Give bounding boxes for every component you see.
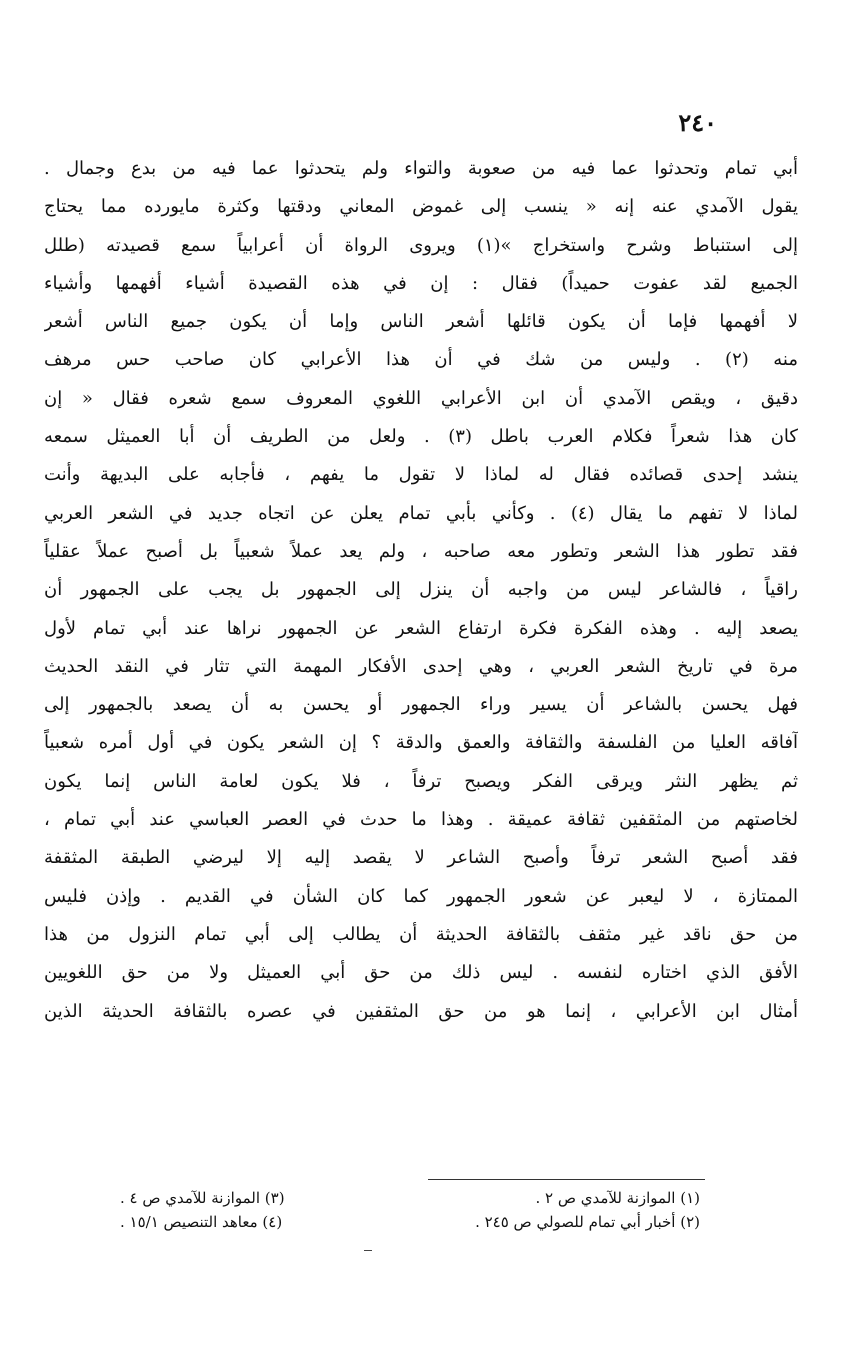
text-line: لماذا لا تفهم ما يقال (٤) . وكأني بأبي تمام يعلن عن اتجاه جديد في الشعر العربي: [44, 502, 798, 524]
text-line: دقيق ، ويقص الآمدي أن ابن الأعرابي اللغوي المعروف سمع شعره فقال « إن: [44, 387, 798, 409]
text-line: فهل يحسن بالشاعر أن يسير وراء الجمهور أو يحسن به أن يصعد بالجمهور إلى: [44, 694, 798, 716]
page-number: ٢٤٠: [678, 108, 717, 137]
footnote-separator: [428, 1179, 705, 1180]
footnote-1: (١) الموازنة للآمدي ص ٢ .: [535, 1189, 700, 1207]
text-line: من حق ناقد غير مثقف بالثقافة الحديثة أن يطالب إلى أبي تمام النزول من هذا: [44, 923, 798, 945]
footnote-2: (٢) أخبار أبي تمام للصولي ص ٢٤٥ .: [475, 1213, 700, 1231]
text-line: منه (٢) . وليس من شك في أن هذا الأعرابي كان صاحب حس مرهف: [44, 349, 798, 371]
text-line: يقول الآمدي عنه إنه « ينسب إلى غموض المعاني ودقتها وكثرة مايورده مما يحتاج: [44, 196, 798, 218]
body-text: [44, 150, 798, 1031]
footnote-4: (٤) معاهد التنصيص ١٥/١ .: [120, 1213, 283, 1231]
text-line: مرة في تاريخ الشعر العربي ، وهي إحدى الأفكار المهمة التي تثار في النقد الحديث: [44, 655, 798, 677]
text-line: إلى استنباط وشرح واستخراج »(١) ويروى الرواة أن أعرابياً سمع قصيدته (طلل: [44, 234, 798, 256]
footnote-3: (٣) الموازنة للآمدي ص ٤ .: [120, 1189, 285, 1207]
text-line: الممتازة ، لا ليعبر عن شعور الجمهور كما كان الشأن في القديم . وإذن فليس: [44, 885, 798, 907]
text-line: ثم يظهر النثر ويرقى الفكر ويصبح ترفاً ، فلا يكون لعامة الناس إنما يكون: [44, 770, 798, 792]
text-line: كان هذا شعراً فكلام العرب باطل (٣) . ولعل من الطريف أن أبا العميثل سمعه: [44, 426, 798, 448]
text-line: الأفق الذي اختاره لنفسه . ليس ذلك من حق أبي العميثل ولا من حق اللغويين: [44, 962, 798, 984]
text-line: فقد أصبح الشعر ترفاً وأصبح الشاعر لا يقصد إليه إلا ليرضي الطبقة المثقفة: [44, 847, 798, 869]
text-line: آفاقه العليا من الفلسفة والثقافة والعمق والدقة ؟ إن الشعر يكون في أول أمره شعبياً: [44, 732, 798, 754]
text-line: أبي تمام وتحدثوا عما فيه من صعوبة والتواء ولم يتحدثوا عما فيه من بدع وجمال .: [44, 158, 798, 179]
text-line: فقد تطور هذا الشعر وتطور معه صاحبه ، ولم يعد عملاً شعبياً بل أصبح عملاً عقلياً: [44, 540, 798, 562]
text-line: راقياً ، فالشاعر ليس من واجبه أن ينزل إلى الجمهور بل يجب على الجمهور أن: [44, 579, 798, 601]
text-line: لا أفهمها فإما أن يكون قائلها أشعر الناس وإما أن يكون جميع الناس أشعر: [44, 311, 798, 333]
text-line: الجميع لقد عفوت حميداً) فقال : إن في هذه القصيدة أشياء أفهمها وأشياء: [44, 272, 798, 294]
text-line: ينشد إحدى قصائده فقال له لماذا لا تقول ما يفهم ، فأجابه على البديهة وأنت: [44, 464, 798, 486]
text-line: لخاصتهم من المثقفين ثقافة عميقة . وهذا ما حدث في العصر العباسي عند أبي تمام ،: [44, 809, 798, 831]
text-line: يصعد إليه . وهذه الفكرة فكرة ارتفاع الشعر عن الجمهور نراها عند أبي تمام لأول: [44, 617, 798, 639]
page-mark: [364, 1250, 372, 1251]
footnote-row: [120, 1186, 700, 1210]
footnote-row: [120, 1210, 700, 1234]
text-line: أمثال ابن الأعرابي ، إنما هو من حق المثقفين في عصره بالثقافة الحديثة الذين: [44, 1000, 798, 1022]
footnotes: [120, 1186, 700, 1234]
